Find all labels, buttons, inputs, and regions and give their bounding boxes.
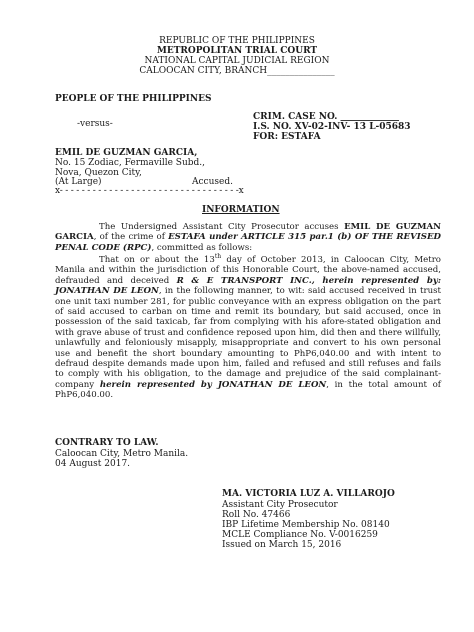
intro-text-1: The Undersigned Assistant City Prosecutor accuses (99, 222, 345, 232)
closing-place: Caloocan City, Metro Manila. (55, 449, 189, 459)
header-region: NATIONAL CAPITAL JUDICIAL REGION (144, 56, 330, 66)
accused-address-line-1: No. 15 Zodiac, Fermaville Subd., (55, 158, 206, 168)
header-court: METROPOLITAN TRIAL COURT (156, 46, 318, 56)
intro-offense: ESTAFA under ARTICLE 315 par.1 (b) OF THE REVISED PENAL CODE (RPC) (55, 232, 442, 253)
versus-label: -versus- (77, 119, 113, 129)
body-complainant: R & E TRANSPORT INC., herein represented by: JONATHAN DE LEON (55, 275, 441, 297)
plaintiff-name: PEOPLE OF THE PHILIPPINES (55, 94, 212, 104)
body-paragraph (55, 255, 441, 401)
body-representative: herein represented by JONATHAN DE LEON (99, 379, 327, 390)
issued-date: Issued on March 15, 2016 (222, 540, 342, 550)
crim-case-number: CRIM. CASE NO. _____________ (253, 112, 400, 122)
at-large-note: (At Large) (55, 177, 102, 187)
accused-label: Accused. (192, 177, 233, 187)
mcle-compliance: MCLE Compliance No. V-0016259 (222, 530, 378, 540)
intro-accused: EMIL DE GUZMAN GARCIA (55, 222, 441, 243)
body-text-2: day of October 2013, in Caloocan City, Metro Manila and within the jurisdiction of this Honorable Court, the above-named accused, defrauded and deceived (55, 255, 441, 286)
intro-text-2: , of the crime of (93, 232, 169, 243)
body-text-4: , in the total amount of PhP6,040.00. (55, 379, 441, 401)
contrary-to-law: CONTRARY TO LAW. (55, 438, 159, 448)
body-text-1: That on or about the 13 (99, 255, 215, 265)
body-text-3: , in the following manner, to wit: said accused received in trust one unit taxi number 281, for public conveyance with an express obligation on the part of said accused to carban on time and remit its boundary, but said accused, once in possession of the said taxicab, far from complying with his afore-stated obligation and with grave abuse of trust and confidence reposed upon him, did then and there willfully, unlawfully and feloniously misapply, misappropriate and convert to his own personal use and benefit the short boundary amounting to PhP6,040.00 and with intent to defraud despite demands made upon him, failed and refused and still refuses and fails to comply with his obligation, to the damage and prejudice of the said complainant-company (55, 286, 441, 390)
header-republic: REPUBLIC OF THE PHILIPPINES (159, 36, 315, 46)
intro-text-3: , committed as follows: (151, 242, 253, 253)
offense-label: FOR: ESTAFA (253, 132, 321, 142)
accused-name: EMIL DE GUZMAN GARCIA, (55, 148, 198, 158)
prosecutor-title: Assistant City Prosecutor (222, 500, 338, 510)
is-number: I.S. NO. XV-02-INV- 13 L-05683 (253, 122, 411, 132)
document-title: INFORMATION (202, 205, 280, 215)
intro-paragraph (55, 222, 441, 253)
ibp-membership: IBP Lifetime Membership No. 08140 (222, 520, 390, 530)
body-superscript: th (214, 253, 222, 261)
closing-date: 04 August 2017. (55, 459, 131, 469)
prosecutor-name: MA. VICTORIA LUZ A. VILLAROJO (222, 489, 395, 499)
accused-address-line-2: Nova, Quezon City, (55, 168, 142, 178)
header-branch: CALOOCAN CITY, BRANCH_______________ (139, 66, 335, 76)
roll-number: Roll No. 47466 (222, 510, 291, 520)
caption-divider: x- - - - - - - - - - - - - - - - - - - - - - - - - - - - - - - - -x (55, 186, 244, 196)
